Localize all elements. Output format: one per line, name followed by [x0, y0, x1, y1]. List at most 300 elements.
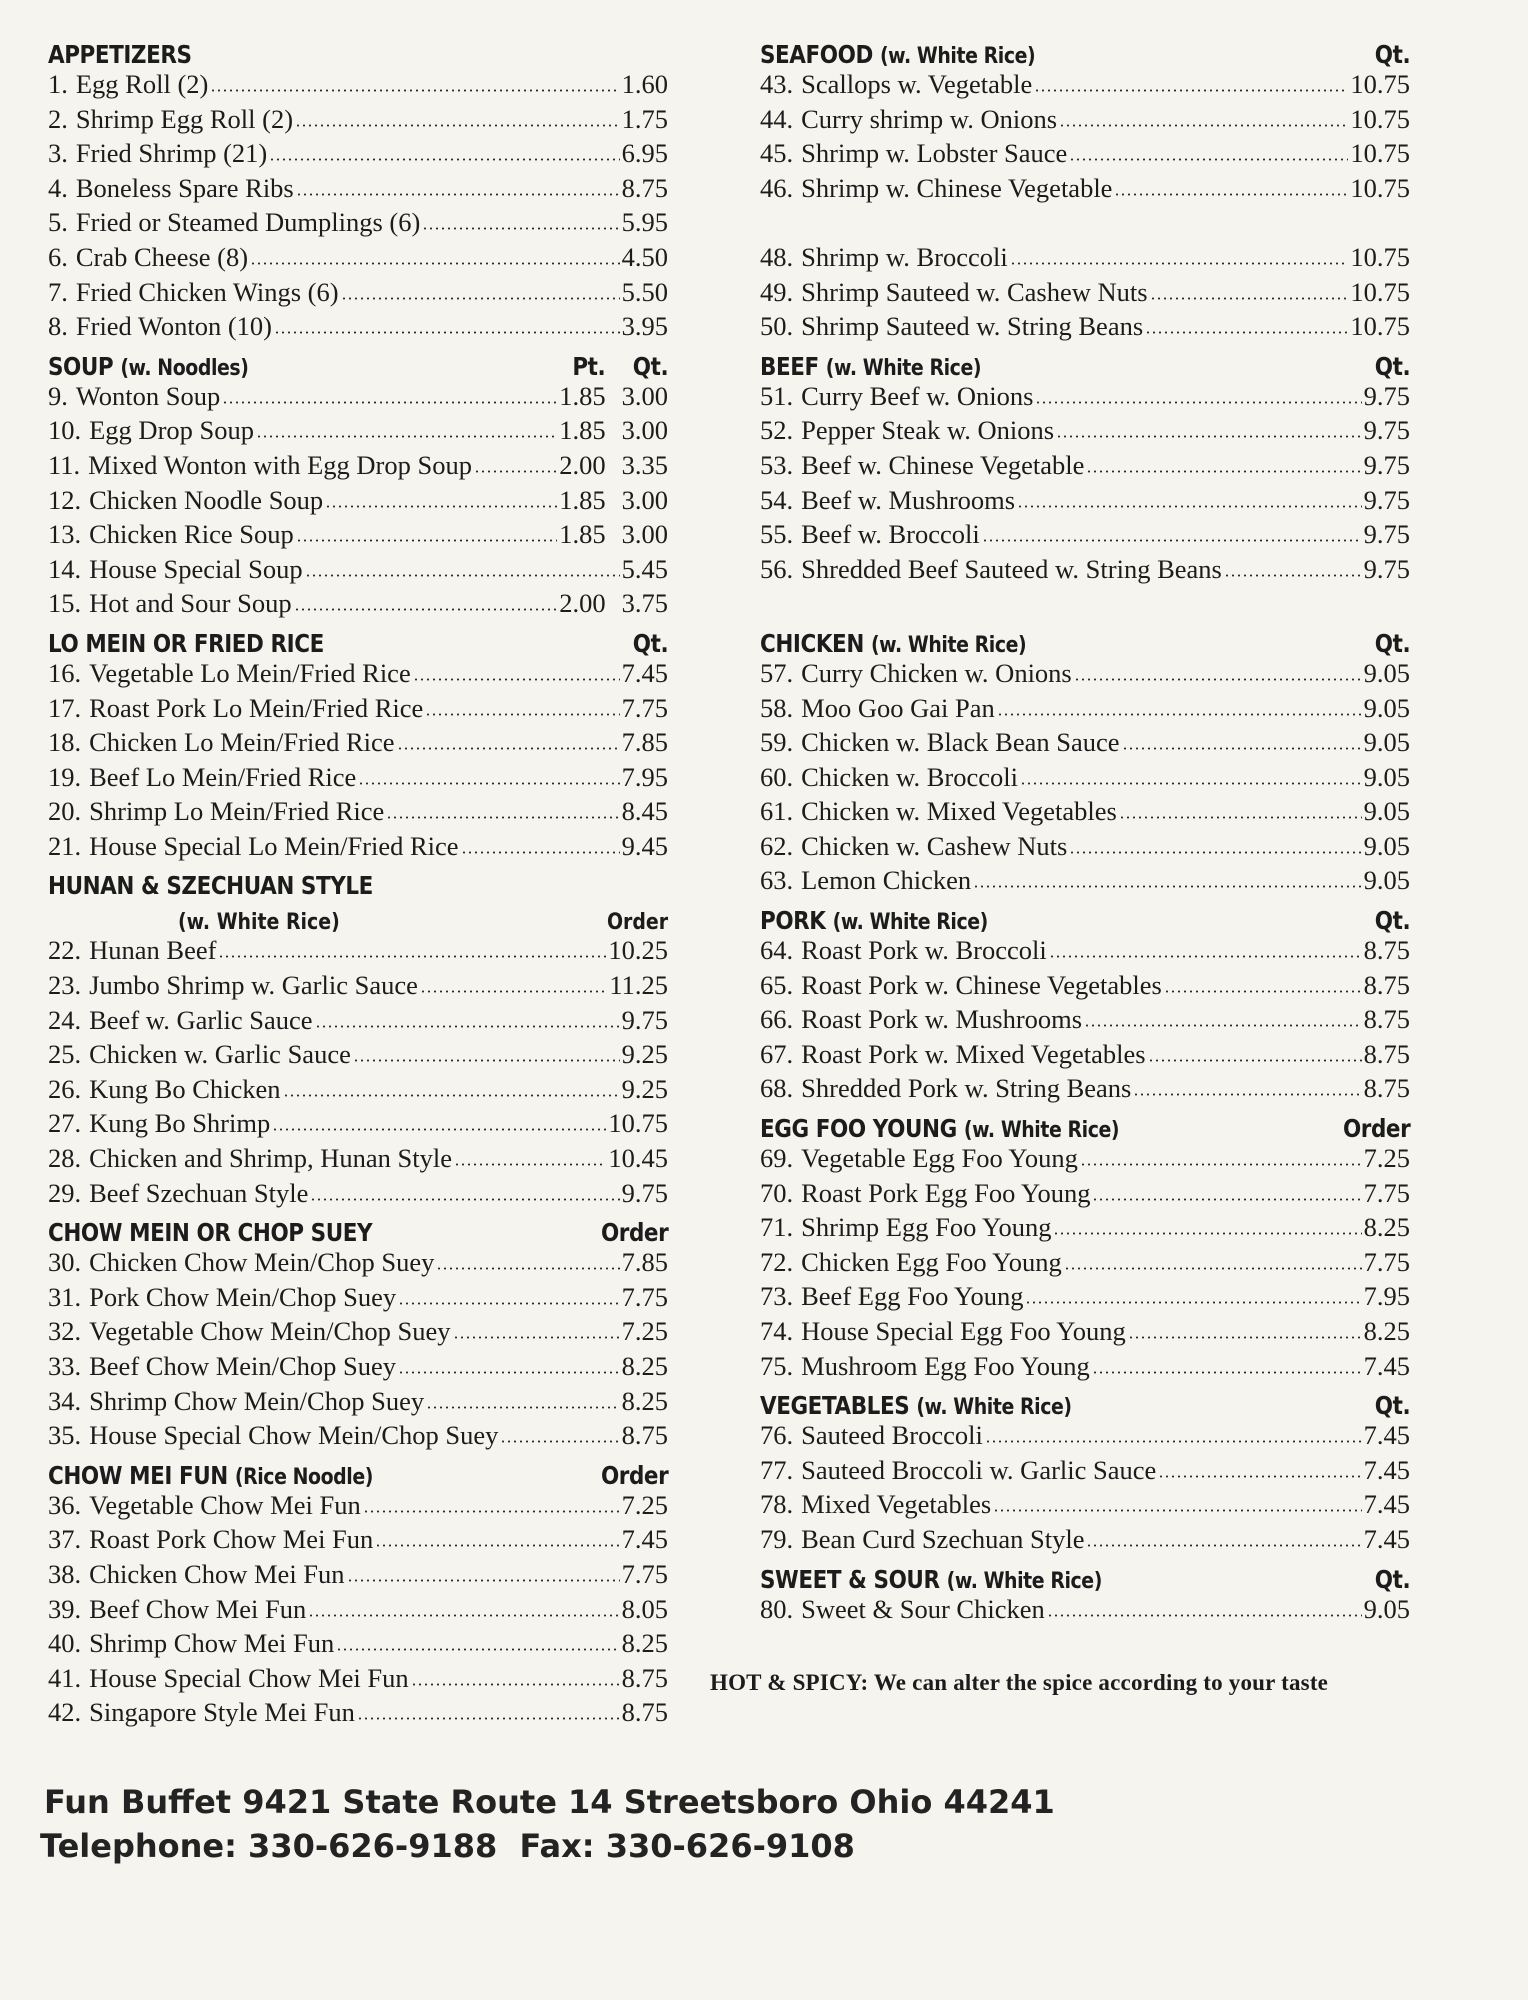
item-price: 8.75 — [621, 1662, 668, 1693]
menu-item — [48, 138, 668, 173]
item-name: Beef w. Chinese Vegetable — [801, 449, 1085, 480]
menu-item — [760, 1039, 1410, 1074]
item-price: 10.45 — [608, 1143, 668, 1174]
section-subtitle: (w. White Rice) — [879, 44, 1036, 69]
dot-leader — [1056, 435, 1362, 438]
item-number: 24. — [48, 1004, 82, 1035]
item-price: 8.75 — [1363, 969, 1410, 1000]
menu-section-vegetables — [760, 1385, 1410, 1558]
item-price: 7.25 — [621, 1489, 668, 1520]
section-header — [760, 1385, 1410, 1420]
item-name: Shrimp Lo Mein/Fried Rice — [89, 796, 385, 827]
dot-leader — [363, 1510, 620, 1513]
item-number: 73. — [760, 1281, 794, 1312]
menu-item — [48, 554, 668, 589]
section-header — [48, 346, 668, 381]
item-price: 8.75 — [1363, 1004, 1410, 1035]
item-price: 9.25 — [621, 1039, 668, 1070]
menu-section-eggfoo — [760, 1108, 1410, 1385]
dot-leader — [1086, 470, 1361, 473]
dot-leader — [210, 89, 619, 92]
column-label: Qt. — [1374, 351, 1410, 381]
dot-leader — [325, 505, 557, 508]
menu-section-pork — [760, 900, 1410, 1108]
item-name: Fried Chicken Wings (6) — [75, 276, 339, 307]
dot-leader — [425, 713, 619, 716]
item-name: Chicken w. Mixed Vegetables — [801, 796, 1117, 827]
section-title — [48, 1461, 373, 1490]
item-number: 45. — [760, 138, 794, 169]
item-name: Chicken Rice Soup — [89, 519, 294, 550]
section-subtitle: (w. White Rice) — [832, 910, 988, 936]
menu-item — [760, 970, 1410, 1005]
item-price: 10.75 — [1350, 69, 1410, 99]
item-price: 7.45 — [1363, 1523, 1410, 1554]
dot-leader — [1164, 990, 1362, 993]
section-title-text: VEGETABLES — [760, 1391, 910, 1421]
item-price: 7.45 — [1363, 1420, 1410, 1451]
section-column-labels — [1332, 1114, 1410, 1143]
item-price: 5.50 — [621, 276, 668, 307]
section-subtitle: (w. White Rice) — [916, 1395, 1072, 1421]
item-name: Shrimp Sauteed w. Cashew Nuts — [801, 276, 1148, 307]
item-number: 57. — [760, 657, 794, 688]
item-name: Fried or Steamed Dumplings (6) — [75, 207, 421, 238]
item-name: Shrimp w. Chinese Vegetable — [801, 172, 1113, 203]
menu-item — [760, 1073, 1410, 1108]
section-subtitle: (w. White Rice) — [825, 355, 982, 381]
item-price-quart: 3.35 — [621, 449, 668, 480]
dot-leader — [294, 608, 558, 611]
item-name: Beef Egg Foo Young — [801, 1281, 1024, 1312]
dot-leader — [1047, 1614, 1362, 1617]
item-number: 46. — [760, 172, 794, 203]
item-name: Curry Chicken w. Onions — [801, 657, 1072, 688]
item-name: Chicken and Shrimp, Hunan Style — [89, 1143, 452, 1174]
menu-item — [760, 173, 1410, 208]
menu-item — [48, 588, 668, 623]
hot-spicy-label: HOT & SPICY: — [710, 1670, 869, 1695]
item-price: 10.75 — [1350, 103, 1410, 134]
item-name: House Special Lo Mein/Fried Rice — [89, 830, 459, 861]
section-column-labels — [1369, 1565, 1410, 1594]
section-column-labels — [590, 1218, 668, 1247]
dot-leader — [347, 1579, 620, 1582]
menu-item — [48, 1178, 668, 1213]
item-price: 9.75 — [1363, 519, 1410, 550]
menu-item — [48, 242, 668, 277]
dot-leader — [420, 990, 607, 993]
item-price: 7.25 — [1363, 1143, 1410, 1174]
item-number: 16. — [48, 657, 82, 688]
menu-item — [760, 242, 1410, 277]
menu-item — [760, 311, 1410, 346]
menu-item — [48, 1143, 668, 1178]
item-price: 7.45 — [1363, 1489, 1410, 1520]
dot-leader — [296, 193, 620, 196]
item-number: 53. — [760, 449, 794, 480]
menu-item — [760, 693, 1410, 728]
item-name: Roast Pork Egg Foo Young — [801, 1177, 1091, 1208]
menu-section-sweetsour — [760, 1559, 1410, 1629]
section-header — [48, 34, 668, 69]
item-price: 8.75 — [621, 1697, 668, 1728]
item-name: Vegetable Egg Foo Young — [801, 1143, 1078, 1174]
item-price: 1.85 — [559, 380, 606, 411]
item-price: 9.75 — [621, 1177, 668, 1208]
item-name: Chicken w. Garlic Sauce — [89, 1039, 351, 1070]
item-number: 74. — [760, 1316, 794, 1346]
column-label: Qt. — [632, 628, 668, 658]
dot-leader — [454, 1163, 606, 1166]
dot-leader — [997, 713, 1362, 716]
dot-leader — [1049, 955, 1362, 958]
menu-item — [760, 554, 1410, 589]
menu-item — [48, 658, 668, 693]
section-title — [760, 1565, 1102, 1594]
menu-section-beef — [760, 346, 1410, 623]
section-column-labels — [1369, 629, 1410, 658]
menu-section-meifun — [48, 1455, 668, 1732]
dot-leader — [461, 851, 620, 854]
dot-leader — [256, 435, 557, 438]
section-title — [48, 871, 373, 900]
dot-leader — [296, 539, 558, 542]
menu-item — [760, 796, 1410, 831]
dot-leader — [1017, 505, 1362, 508]
section-header — [48, 865, 668, 900]
section-subtitle: (w. White Rice) — [946, 1568, 1102, 1594]
menu-item — [48, 1663, 668, 1698]
item-price: 9.75 — [1363, 415, 1410, 446]
item-price: 8.75 — [1363, 1038, 1410, 1069]
dot-leader — [222, 401, 557, 404]
menu-item — [760, 1420, 1410, 1455]
item-name: Vegetable Chow Mei Fun — [89, 1489, 361, 1520]
item-name: Chicken w. Broccoli — [801, 761, 1018, 792]
item-number: 14. — [48, 553, 82, 584]
item-number: 49. — [760, 276, 794, 307]
menu-item — [48, 1074, 668, 1109]
item-name: Shredded Pork w. String Beans — [801, 1073, 1132, 1104]
item-number: 32. — [48, 1316, 82, 1347]
dot-leader — [283, 1094, 620, 1097]
dot-leader — [353, 1059, 620, 1062]
dot-leader — [1020, 782, 1362, 785]
item-name: Chicken w. Cashew Nuts — [801, 830, 1068, 861]
item-price: 7.45 — [1363, 1350, 1410, 1381]
item-name: Wonton Soup — [75, 380, 221, 411]
dot-leader — [474, 470, 557, 473]
section-title — [760, 1114, 1119, 1143]
menu-item — [760, 277, 1410, 312]
item-price: 9.25 — [621, 1073, 668, 1104]
footer-address: Fun Buffet 9421 State Route 14 Streetsboro Ohio 44241 — [44, 1783, 1055, 1821]
item-price: 10.25 — [608, 935, 668, 966]
item-number: 30. — [48, 1247, 82, 1278]
item-name: Shrimp Chow Mein/Chop Suey — [89, 1385, 425, 1416]
section-title-text: CHICKEN — [760, 628, 864, 658]
menu-item — [760, 762, 1410, 797]
menu-item — [48, 1490, 668, 1525]
item-number: 61. — [760, 796, 794, 827]
menu-item — [48, 1282, 668, 1317]
item-name: Roast Pork w. Chinese Vegetables — [801, 969, 1162, 1000]
item-number: 1. — [48, 69, 68, 99]
item-number: 79. — [760, 1523, 794, 1554]
item-price: 6.95 — [621, 138, 668, 169]
item-price: 9.05 — [1363, 796, 1410, 827]
section-column-labels — [1369, 352, 1410, 381]
section-subheader — [48, 900, 668, 935]
section-title-text: HUNAN & SZECHUAN STYLE — [48, 871, 373, 901]
item-number: 48. — [760, 241, 794, 272]
dot-leader — [1114, 193, 1348, 196]
column-label: Qt. — [1374, 906, 1410, 936]
item-name: Singapore Style Mei Fun — [89, 1697, 355, 1728]
item-number: 41. — [48, 1662, 82, 1693]
section-header — [760, 1559, 1410, 1594]
item-number: 76. — [760, 1420, 794, 1451]
dot-leader — [500, 1440, 619, 1443]
item-price: 7.75 — [1363, 1177, 1410, 1208]
item-name: House Special Chow Mein/Chop Suey — [89, 1420, 499, 1451]
item-name: Mixed Wonton with Egg Drop Soup — [88, 449, 472, 480]
item-price: 10.75 — [1350, 311, 1410, 342]
menu-item — [760, 381, 1410, 416]
item-price: 10.75 — [1350, 138, 1410, 169]
item-name: Chicken Egg Foo Young — [801, 1246, 1062, 1277]
item-number: 80. — [760, 1593, 794, 1624]
item-number: 28. — [48, 1143, 82, 1174]
item-price: 8.25 — [1363, 1212, 1410, 1243]
section-header — [48, 1212, 668, 1247]
dot-leader — [1053, 1232, 1361, 1235]
dot-leader — [436, 1267, 619, 1270]
item-price: 9.75 — [1363, 449, 1410, 480]
item-number: 63. — [760, 865, 794, 896]
section-title-text: EGG FOO YOUNG — [760, 1114, 957, 1144]
section-title-text: SEAFOOD — [760, 40, 873, 69]
item-name: Moo Goo Gai Pan — [801, 692, 995, 723]
menu-item — [760, 1178, 1410, 1213]
item-name: Crab Cheese (8) — [75, 241, 249, 272]
section-title-text: SWEET & SOUR — [760, 1564, 940, 1594]
menu-item — [48, 173, 668, 208]
dot-leader — [269, 158, 619, 161]
item-price: 9.05 — [1363, 727, 1410, 758]
dot-leader — [1092, 1198, 1361, 1201]
item-name: Kung Bo Shrimp — [89, 1108, 271, 1139]
menu-item — [48, 1420, 668, 1455]
item-number: 37. — [48, 1524, 82, 1555]
item-name: Chicken Chow Mei Fun — [89, 1558, 345, 1589]
menu-item — [760, 415, 1410, 450]
dot-leader — [1069, 851, 1361, 854]
item-number: 56. — [760, 553, 794, 584]
item-price: 7.45 — [621, 1524, 668, 1555]
section-title — [48, 352, 248, 381]
item-number: 10. — [48, 415, 82, 446]
item-name: Hunan Beef — [89, 935, 217, 966]
item-number: 27. — [48, 1108, 82, 1139]
item-name: Hot and Sour Soup — [89, 588, 292, 619]
item-name: Jumbo Shrimp w. Garlic Sauce — [89, 970, 418, 1001]
item-name: Sweet & Sour Chicken — [801, 1593, 1045, 1624]
section-header — [760, 346, 1410, 381]
item-name: Curry shrimp w. Onions — [801, 103, 1058, 134]
item-number: 23. — [48, 970, 82, 1001]
item-price: 4.50 — [621, 241, 668, 272]
menu-item — [48, 450, 668, 485]
item-name: Egg Roll (2) — [75, 69, 209, 99]
item-number: 42. — [48, 1697, 82, 1728]
item-number: 54. — [760, 484, 794, 515]
section-subtitle: (w. White Rice) — [870, 632, 1027, 658]
dot-leader — [985, 1440, 1362, 1443]
item-number: 68. — [760, 1073, 794, 1104]
item-name: Mixed Vegetables — [801, 1489, 992, 1520]
item-price: 9.75 — [1363, 553, 1410, 584]
dot-leader — [272, 1128, 606, 1131]
dot-leader — [413, 678, 620, 681]
item-name: Shrimp Chow Mei Fun — [89, 1628, 335, 1659]
item-price-quart: 3.00 — [621, 484, 668, 515]
column-label: Qt. — [1374, 40, 1410, 69]
menu-item — [48, 104, 668, 139]
item-price: 9.45 — [621, 830, 668, 861]
item-name: Shrimp Egg Foo Young — [801, 1212, 1052, 1243]
menu-item — [48, 311, 668, 346]
item-name: Bean Curd Szechuan Style — [801, 1523, 1085, 1554]
hot-spicy-text: We can alter the spice according to your taste — [873, 1670, 1329, 1695]
item-price: 8.05 — [621, 1593, 668, 1624]
menu-item — [48, 970, 668, 1005]
item-number: 75. — [760, 1350, 794, 1381]
item-name: Pepper Steak w. Onions — [801, 415, 1055, 446]
item-name: Roast Pork Lo Mein/Fried Rice — [89, 692, 424, 723]
item-number: 34. — [48, 1385, 82, 1416]
section-title — [48, 629, 324, 658]
item-number: 39. — [48, 1593, 82, 1624]
item-name: Roast Pork Chow Mei Fun — [89, 1524, 374, 1555]
menu-item — [760, 1455, 1410, 1490]
menu-item — [48, 381, 668, 416]
item-price: 1.60 — [621, 69, 668, 99]
dot-leader — [315, 1025, 620, 1028]
item-name: Egg Drop Soup — [89, 415, 255, 446]
item-price: 9.05 — [1363, 830, 1410, 861]
section-column-labels — [567, 352, 668, 381]
item-name: Fried Wonton (10) — [75, 311, 272, 342]
menu-right-column — [760, 34, 1410, 1628]
section-subtitle: (w. White Rice) — [963, 1118, 1120, 1144]
item-name: Roast Pork w. Mushrooms — [801, 1004, 1083, 1035]
item-name: Roast Pork w. Mixed Vegetables — [801, 1038, 1146, 1069]
menu-item — [48, 485, 668, 520]
item-name: Vegetable Chow Mein/Chop Suey — [89, 1316, 451, 1347]
menu-item — [48, 519, 668, 554]
section-header — [48, 1455, 668, 1490]
dot-leader — [1158, 1475, 1361, 1478]
restaurant-footer — [40, 1780, 1055, 1868]
item-number: 67. — [760, 1038, 794, 1069]
dot-leader — [411, 1683, 620, 1686]
menu-item — [760, 1247, 1410, 1282]
item-price: 1.85 — [559, 415, 606, 446]
section-header — [760, 1108, 1410, 1143]
dot-leader — [1150, 297, 1349, 300]
section-column-labels — [590, 1461, 668, 1490]
menu-item — [760, 104, 1410, 139]
dot-leader — [1133, 1093, 1361, 1096]
item-name: Mushroom Egg Foo Young — [801, 1350, 1090, 1381]
menu-item — [48, 277, 668, 312]
dot-leader — [218, 955, 606, 958]
item-name: Vegetable Lo Mein/Fried Rice — [89, 657, 411, 688]
item-number: 72. — [760, 1246, 794, 1277]
item-number: 40. — [48, 1628, 82, 1659]
item-price: 9.05 — [1363, 657, 1410, 688]
column-label: Order — [1342, 1114, 1410, 1144]
item-number: 60. — [760, 761, 794, 792]
dot-leader — [1086, 1544, 1361, 1547]
item-price: 7.45 — [621, 657, 668, 688]
item-number: 4. — [48, 172, 68, 203]
menu-item — [760, 1004, 1410, 1039]
dot-leader — [453, 1336, 620, 1339]
item-price: 8.75 — [1363, 935, 1410, 966]
item-price: 8.25 — [621, 1628, 668, 1659]
menu-item — [48, 1108, 668, 1143]
menu-item — [760, 485, 1410, 520]
dot-leader — [1010, 262, 1349, 265]
section-title — [760, 629, 1026, 658]
item-name: Pork Chow Mein/Chop Suey — [89, 1281, 397, 1312]
hot-spicy-note — [710, 1670, 1328, 1696]
dot-leader — [1069, 158, 1348, 161]
item-price: 9.05 — [1363, 692, 1410, 723]
section-column-labels — [1369, 906, 1410, 935]
item-number: 51. — [760, 380, 794, 411]
item-name: Curry Beef w. Onions — [801, 380, 1034, 411]
menu-item — [760, 1594, 1410, 1629]
item-price: 10.75 — [1350, 241, 1410, 272]
item-number: 33. — [48, 1351, 82, 1381]
section-column-labels — [1369, 1391, 1410, 1420]
section-subtitle: (w. Noodles) — [120, 355, 249, 381]
item-price: 7.75 — [621, 1558, 668, 1589]
dot-leader — [295, 124, 620, 127]
menu-item — [760, 1212, 1410, 1247]
menu-item — [760, 1524, 1410, 1559]
dot-leader — [341, 297, 620, 300]
menu-item — [760, 865, 1410, 900]
dot-leader — [1084, 1024, 1362, 1027]
blank-row — [760, 588, 1410, 623]
item-price: 2.00 — [559, 588, 606, 619]
dot-leader — [1119, 816, 1362, 819]
section-title-text: APPETIZERS — [48, 40, 192, 69]
menu-item — [48, 1524, 668, 1559]
menu-item — [48, 1247, 668, 1282]
item-name: Beef w. Mushrooms — [801, 484, 1016, 515]
section-title — [48, 40, 192, 69]
item-price: 8.75 — [1363, 1073, 1410, 1104]
item-price: 11.25 — [609, 970, 668, 1001]
column-label: Qt. — [1374, 1564, 1410, 1594]
menu-item — [760, 727, 1410, 762]
